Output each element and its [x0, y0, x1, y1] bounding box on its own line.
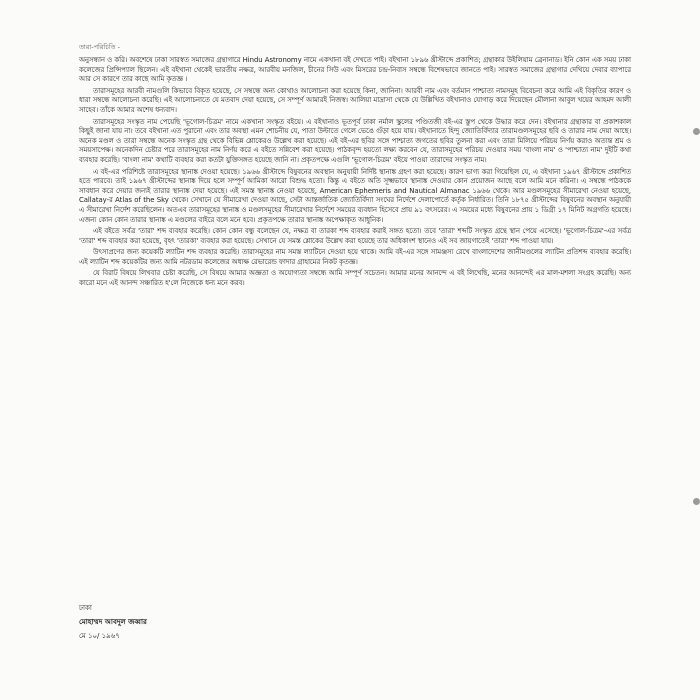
- signature-author: মোহাম্মদ আবদুল জব্বার: [79, 618, 147, 626]
- punch-hole-mark: [693, 128, 700, 135]
- paragraph-2: তারাসমূহের আরবী নামগুলি কিভাবে বিকৃত হয়েছে, সে সম্বন্ধে অন্য কোথাও আলোচনা করা হয়েছে কিনা, জানিনা। আরবী নাম এবং বর্তমান পাশ্চাত্য নামসমূহ বিবেচনা করে আমি এই বিকৃতির কারণ ও ধারা সম্বন্ধে আলোচনা করেছি। এই আলোচনাতে যে মতবাদ দেয়া হয়েছে, সে সম্পূর্ণ আমারই নিজস্ব। আলিয়া মাদ্রাসা থেকে যে উল্লিখিত বইখানাও যোগাড় করে দিয়েছেন মৌলানা আবুল খয়ের আহমদ আলী সাহেব। তাঁকে আমার অশেষ ধন্যবাদ।: [79, 86, 631, 114]
- paragraph-4: এ বই-এর পরিশিষ্টে তারাসমূহের স্থানাঙ্ক দেওয়া হয়েছে। ১৯৬৬ খ্রীস্টাব্দে বিষুবনের অবস্থান অনুযায়ী নির্দিষ্ট স্থানাঙ্ক গ্রহণ করা হয়েছে। কারণ ভাগ্য করা গিয়েছিল যে, এ বইখানা ১৯৬৭ খ্রীস্টাব্দে প্রকাশিত হতে পারবে। তাই ১৯৬৭ খ্রীস্টাব্দের স্থানাঙ্ক দিয়ে হলে সম্পূর্ণ আমিকা আরো বিশুদ্ধ হতো। কিন্তু এ বইতে অতি সূক্ষ্মভাবে স্থানাঙ্ক দেওয়ার কোন প্রয়োজন আছে বলে আমি মনে করিনা। এ সম্বন্ধে পাঠককে সাবধান করে দেয়ার জন্যই তারার স্থানাঙ্ক দেয়া হয়েছে। এই সমস্ত স্থানাঙ্ক নেওয়া হয়েছে, American Ephemeris and Nautical Almanac ১৯৬৬ থেকে। আর মণ্ডলসমূহের সীমারেখা নেওয়া হয়েছে, Callatay-র Atlas of the Sky থেকে। সেখানে যে সীমারেখা দেওয়া আছে, সেটা আন্তর্জাতিক জ্যোতির্বিদ্যা সংঘের নির্দেশে দেলাপোর্তে কর্তৃক নির্ধারিত। তিনি ১৮৭৫ খ্রীস্টাব্দের বিষুবনের অবস্থান অনুযায়ী এ সীমারেখা নির্দেশ করেছিলেন। অতএব তারাসমূহের স্থানাঙ্ক ও মণ্ডলসমূহের সীমারেখার নির্দেশে সময়ের ব্যবধান হিসেবে প্রায় ৯১ বৎসরের। এ সময়ের মধ্যে বিষুবনের প্রায় ১ ডিগ্রী ১৭ মিনিট অগ্রগতি হয়েছে। এজন্য কোন কোন তারার স্থানাঙ্ক এ মণ্ডলের বাইরে বলে মনে হবে। প্রকৃতপক্ষে তারার স্থানাঙ্ক অপেক্ষাকৃত আধুনিক।: [79, 167, 631, 224]
- signature-place: ঢাকা: [79, 604, 92, 612]
- paragraph-3: তারাসমূহের সংস্কৃত নাম পেয়েছি 'ভূগোল-চিত্রম' নামে একখানা সংস্কৃত বইয়ে। এ বইখানাও ভূতপূর্ব ঢাকা নর্মাল স্কুলের পণ্ডিতজী বই-এর স্তুপ থেকে উদ্ধার করে দেন। বইখানার গ্রন্থাকার বা প্রকাশকাল কিছুই জানা যায় না। তবে বইখানা এত পুরানো এবং তার অবস্থা এমন শোচনীয় যে, পাতা উল্টাতে গেলে ভেঙে গুঁড়া হয়ে যায়। বইখানাতে হিন্দু জ্যোতির্বিদ্যার তারামণ্ডলসমূহের ছবি ও তারার নাম দেয়া আছে। অনেক মণ্ডল ও তারা সম্বন্ধে অনেক সংস্কৃত গ্রন্থ থেকে বিভিন্ন শ্লোকেরও উল্লেখ করা হয়েছে। এই বই-এর ছবির সঙ্গে পাশ্চাত্য জগতের ছবির তুলনা করা এবং তারা মিলিয়ে পরিচয় নির্ণয় করাও অত্যন্ত শ্রম ও সময়সাপেক্ষ। অনেকদিন চেষ্টার পরে তারাসমূহের নাম নির্ণয় করে এ বইতে সন্নিবেশ করা হয়েছে। পাঠকবৃন্দ হয়তো লক্ষ্য করবেন যে, তারাসমূহের পরিচয় দেওয়ার সময় 'বাংলা নাম' ও 'পাশ্চাত্য নাম' দুইটি কথা ব্যবহার করেছি। 'বাংলা নাম' কথাটি ব্যবহার করা কতটা যুক্তিসঙ্গত হয়েছে জানি না। প্রকৃতপক্ষে এগুলি 'ভূগোল-চিত্রম' বইয়ে পাওয়া তারাদের সংস্কৃত নাম।: [79, 117, 631, 164]
- paragraph-5: এই বইতে সর্বত্র 'তারা' শব্দ ব্যবহার করেছি। কোন কোন বন্ধু বলেছেন যে, নক্ষত্র বা তারকা শব্দ ব্যবহার করাই সঙ্গত হতো। তবে 'তারা' শব্দটি সংস্কৃত গ্রন্থে স্থান পেয়ে এসেছে। 'ভূগোল-চিত্রম'-এর সর্বত্র 'তারা' শব্দ ব্যবহার করা হয়েছে, বৃহৎ 'তারকা' ব্যবহার করা হয়েছে। সেখানে যে সমস্ত শ্লোকের উল্লেখ করা হয়েছে তার অধিকাংশ স্থানেও এই সব জায়গাতেই 'তারা' শব্দ পাওয়া যায়।: [79, 227, 631, 245]
- signature-date: মে ১০/ ১৯৬৭: [79, 632, 120, 640]
- paragraph-1: অনুসন্ধান ও করি। অবশেষে ঢাকা সারস্বত সমাজের গ্রন্থাগারে Hindu Astronomy নামে একখানা বই দেখতে পাই। বইখানা ১৮৯৬ খ্রীস্টাব্দে প্রকাশিত; গ্রন্থাকার উইলিয়াম ব্রেনানাড। ইনি কোন এক সময় ঢাকা কলেজের প্রিন্সিপ্যাল ছিলেন। এই বইখানা থেকেই ভারতীয় নক্ষত্র, আরবীয় মনজিল, চীনের সিউ এবং মিসরের চন্দ্র-নিবাস সম্বন্ধে বিশেষভাবে জানতে পাই। সারস্বত সমাজের গ্রন্থাগার দেখিয়ে দেবার ব্যাপারে আর সে কারণে তার কাছে আমি কৃতজ্ঞ ।: [79, 56, 631, 84]
- punch-hole-mark: [693, 498, 700, 505]
- preface-body: [79, 56, 631, 291]
- signature-block: [79, 601, 147, 643]
- paragraph-6: উৎসাপ্রণের জন্য কয়েকটি ল্যাটিন শব্দ ব্যবহার করেছি। তারাসমূহের নাম সমস্ত ল্যাটিনে দেওয়া হয়ে থাকে। আমি বই-এর সঙ্গে সামঞ্জস্য রেখে বাংলাদেশের জানীমণ্ডলের ল্যাটিন প্রতিশব্দ ব্যবহার করেছি। এই ল্যাটিন শব্দ কয়েকটির জন্য আমি নটরডাম কলেজের অধ্যক্ষ রেভারেন্ড ফাদার গ্রাহামের নিকট কৃতজ্ঞ।: [79, 248, 631, 266]
- paragraph-7: যে বিরাট বিষয়ে লিখবার চেষ্টা করেছি, সে বিষয়ে আমার অজ্ঞতা ও অযোগ্যতা সম্বন্ধে আমি সম্পূর্ণ সচেতন। আমার মনের আনন্দে এ বই লিখেছি, মনের আনন্দেই এর মাল-মশলা সংগ্রহ করেছি। অন্য কারো মনে এই আনন্দ সঞ্চারিত হ'লে নিজেকে ধন্য মনে করব।: [79, 269, 631, 288]
- running-head: তারা-পরিচিতি -: [79, 43, 120, 51]
